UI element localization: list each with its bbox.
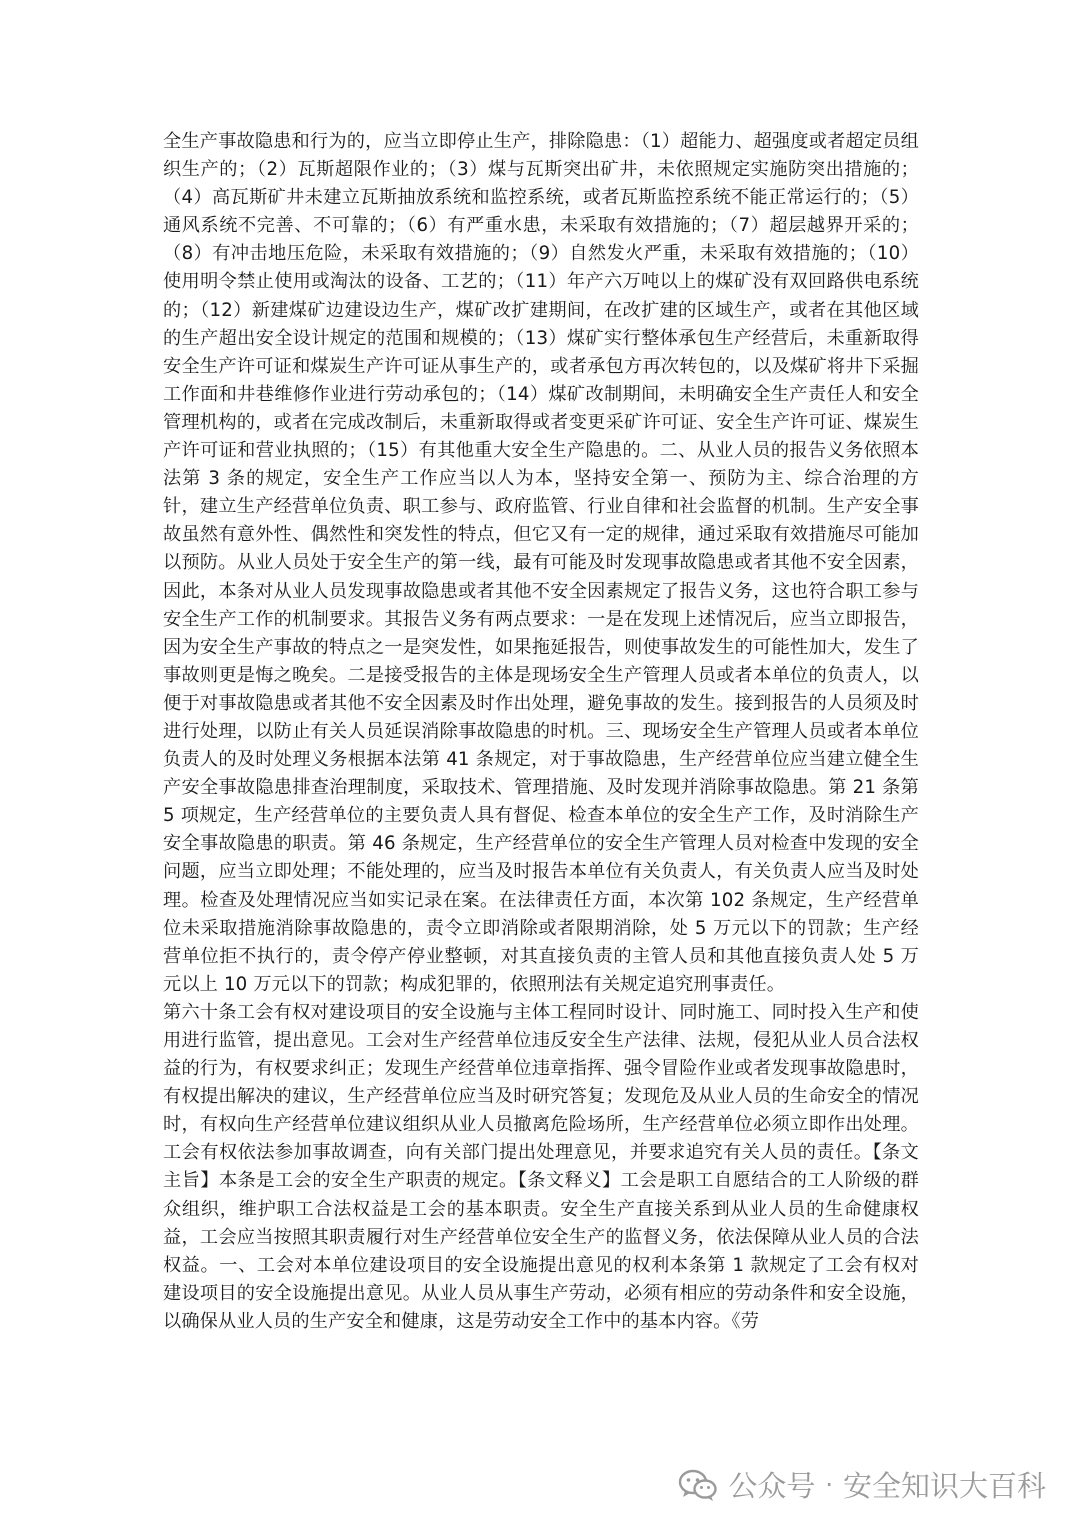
watermark-separator: · — [825, 1470, 833, 1499]
wechat-icon — [678, 1468, 718, 1502]
watermark-account: 安全知识大百科 — [842, 1469, 1046, 1503]
paragraph-1: 全生产事故隐患和行为的，应当立即停止生产，排除隐患：（1）超能力、超强度或者超定员组织生产的；（2）瓦斯超限作业的；（3）煤与瓦斯突出矿井，未依照规定实施防突出措施的；（4）高瓦斯矿井未建立瓦斯抽放系统和监控系统，或者瓦斯监控系统不能正常运行的；（5）通风系统不完善、不可靠的；（6）有严重水患，未采取有效措施的；（7）超层越界开采的；（8）有冲击地压危险，未采取有效措施的；（9）自然发火严重，未采取有效措施的；（10）使用明令禁止使用或淘汰的设备、工艺的；（11）年产六万吨以上的煤矿没有双回路供电系统的；（12）新建煤矿边建设边生产，煤矿改扩建期间，在改扩建的区域生产，或者在其他区域的生产超出安全设计规定的范围和规模的；（13）煤矿实行整体承包生产经营后，未重新取得安全生产许可证和煤炭生产许可证从事生产的，或者承包方再次转包的，以及煤矿将井下采掘工作面和井巷维修作业进行劳动承包的；（14）煤矿改制期间，未明确安全生产责任人和安全管理机构的，或者在完成改制后，未重新取得或者变更采矿许可证、安全生产许可证、煤炭生产许可证和营业执照的；（15）有其他重大安全生产隐患的。二、从业人员的报告义务依照本法第 3 条的规定，安全生产工作应当以人为本，坚持安全第一、预防为主、综合治理的方针，建立生产经营单位负责、职工参与、政府监管、行业自律和社会监督的机制。生产安全事故虽然有意外性、偶然性和突发性的特点，但它又有一定的规律，通过采取有效措施尽可能加以预防。从业人员处于安全生产的第一线，最有可能及时发现事故隐患或者其他不安全因素，因此，本条对从业人员发现事故隐患或者其他不安全因素规定了报告义务，这也符合职工参与安全生产工作的机制要求。其报告义务有两点要求：一是在发现上述情况后，应当立即报告，因为安全生产事故的特点之一是突发性，如果拖延报告，则使事故发生的可能性加大，发生了事故则更是悔之晚矣。二是接受报告的主体是现场安全生产管理人员或者本单位的负责人，以便于对事故隐患或者其他不安全因素及时作出处理，避免事故的发生。接到报告的人员须及时进行处理，以防止有关人员延误消除事故隐患的时机。三、现场安全生产管理人员或者本单位负责人的及时处理义务根据本法第 41 条规定，对于事故隐患，生产经营单位应当建立健全生产安全事故隐患排查治理制度，采取技术、管理措施、及时发现并消除事故隐患。第 21 条第 5 项规定，生产经营单位的主要负责人具有督促、检查本单位的安全生产工作，及时消除生产安全事故隐患的职责。第 46 条规定，生产经营单位的安全生产管理人员对检查中发现的安全问题，应当立即处理；不能处理的，应当及时报告本单位有关负责人，有关负责人应当及时处理。检查及处理情况应当如实记录在案。在法律责任方面，本次第 102 条规定，生产经营单位未采取措施消除事故隐患的，责令立即消除或者限期消除，处 5 万元以下的罚款；生产经营单位拒不执行的，责令停产停业整顿，对其直接负责的主管人员和其他直接负责人处 5 万元以上 10 万元以下的罚款；构成犯罪的，依照刑法有关规定追究刑事责任。 — [163, 131, 919, 995]
paragraph-2: 第六十条工会有权对建设项目的安全设施与主体工程同时设计、同时施工、同时投入生产和使用进行监管，提出意见。工会对生产经营单位违反安全生产法律、法规，侵犯从业人员合法权益的行为，有权要求纠正；发现生产经营单位违章指挥、强令冒险作业或者发现事故隐患时，有权提出解决的建议，生产经营单位应当及时研究答复；发现危及从业人员的生命安全的情况时，有权向生产经营单位建议组织从业人员撤离危险场所，生产经营单位必须立即作出处理。工会有权依法参加事故调查，向有关部门提出处理意见，并要求追究有关人员的责任。【条文主旨】本条是工会的安全生产职责的规定。【条文释义】工会是职工自愿结合的工人阶级的群众组织，维护职工合法权益是工会的基本职责。安全生产直接关系到从业人员的生命健康权益，工会应当按照其职责履行对生产经营单位安全生产的监督义务，依法保障从业人员的合法权益。一、工会对本单位建设项目的安全设施提出意见的权利本条第 1 款规定了工会有权对建设项目的安全设施提出意见。从业人员从事生产劳动，必须有相应的劳动条件和安全设施，以确保从业人员的生产安全和健康，这是劳动安全工作中的基本内容。《劳 — [163, 1001, 919, 1332]
watermark-label: 公众号 — [728, 1469, 816, 1503]
wechat-watermark — [678, 1464, 1046, 1505]
document-body — [163, 128, 919, 1336]
